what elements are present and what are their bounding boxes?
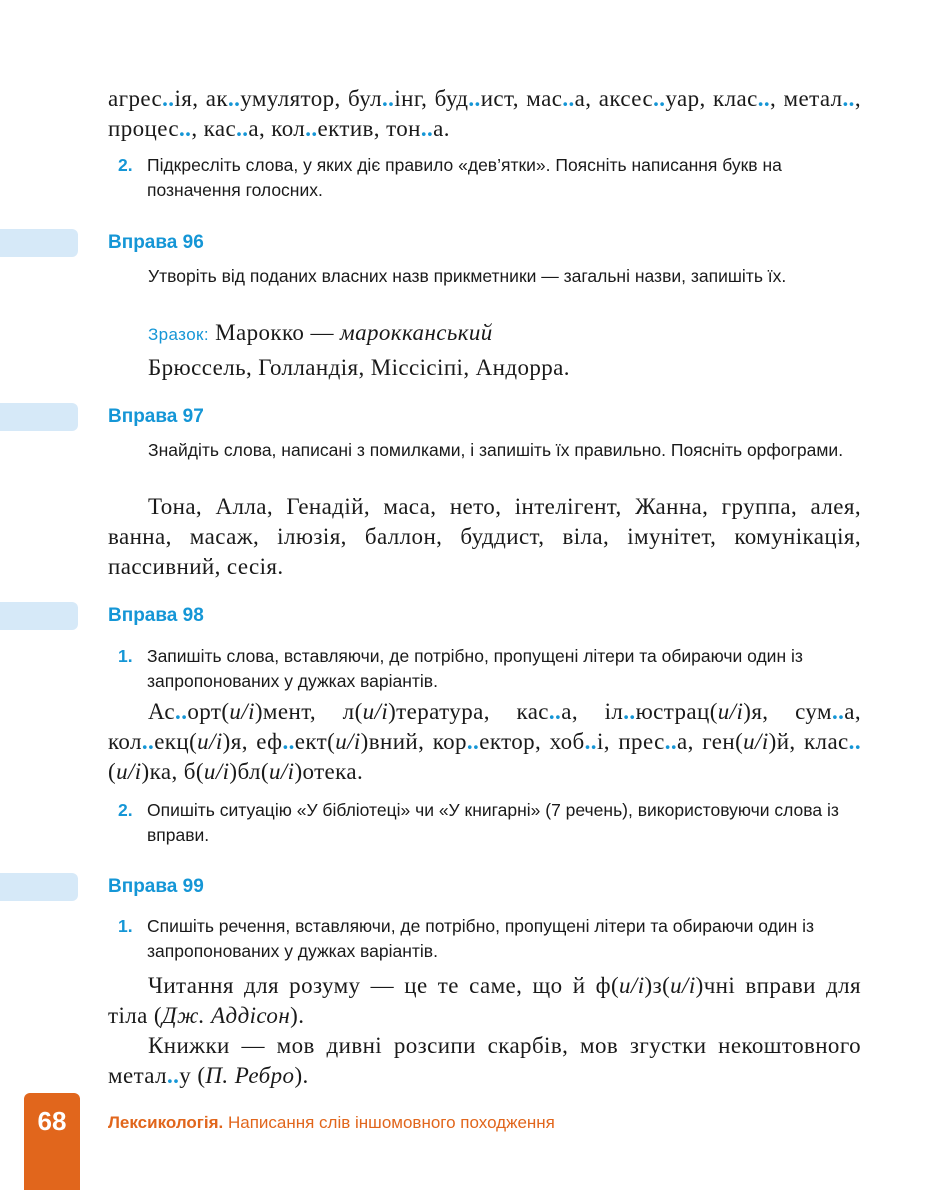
sample-word: Марокко xyxy=(215,320,305,345)
exercise-97-instruction: Знайдіть слова, написані з помилками, і запишіть їх правильно. Поясніть орфограми. xyxy=(148,440,844,460)
exercise-heading-99: Вправа 99 xyxy=(108,876,204,897)
exercise-96-sample xyxy=(108,318,901,350)
exercise-99-quote-2: Книжки — мов дивні розсипи скарбів, мов згустки некоштовного метал..у (П. Ребро). xyxy=(108,1033,861,1088)
exercise-heading-97: Вправа 97 xyxy=(108,406,204,427)
exercise-99-task-1 xyxy=(118,914,861,964)
exercise-96-instruction: Утворіть від поданих власних назв прикметники — загальні назви, запишіть їх. xyxy=(148,266,787,286)
exercise-99-quote-1: Читання для розуму — це те саме, що й ф(и/і)з(и/і)чні вправи для тіла (Дж. Аддісон). xyxy=(108,973,861,1028)
page-number: 68 xyxy=(37,1106,67,1136)
sample-dash: — xyxy=(310,320,334,345)
exercise-96-words: Брюссель, Голландія, Міссісіпі, Андорра. xyxy=(148,355,570,380)
task-text: Запишіть слова, вставляючи, де потрібно, пропущені літери та обираючи один із запропонованих у дужках варіантів. xyxy=(147,646,803,691)
task-text: Спишіть речення, вставляючи, де потрібно, пропущені літери та обираючи один із запропонованих у дужках варіантів. xyxy=(147,916,815,961)
task-number: 1. xyxy=(118,646,133,666)
exercise-marker-97 xyxy=(0,403,78,431)
footer-topic: Написання слів іншомовного походження xyxy=(227,1113,555,1132)
running-footer xyxy=(108,1113,555,1133)
task-text: Опишіть ситуацію «У бібліотеці» чи «У книгарні» (7 речень), використовуючи слова із вправи. xyxy=(147,800,839,845)
exercise-97-words: Тона, Алла, Генадій, маса, нето, інтелігент, Жанна, группа, алея, ванна, масаж, ілюзія, баллон, буддист, віла, імунітет, комунікація, пассивний, сесія. xyxy=(108,494,861,579)
word-list-top: агрес..ія, ак..умулятор, бул..інг, буд..ист, мас..а, аксес..уар, клас.., метал.., процес.., кас..а, кол..ектив, тон..а. xyxy=(108,86,861,141)
footer-section: Лексикологія. xyxy=(108,1113,224,1132)
exercise-heading-96: Вправа 96 xyxy=(108,232,204,253)
exercise-marker-98 xyxy=(0,602,78,630)
task-item-2-top xyxy=(118,153,861,203)
exercise-98-task-2 xyxy=(118,798,861,848)
task-number: 2. xyxy=(118,155,133,175)
sample-label: Зразок: xyxy=(148,325,210,344)
exercise-marker-99 xyxy=(0,873,78,901)
exercise-98-task-1 xyxy=(118,644,861,694)
sample-result: марокканський xyxy=(340,320,493,345)
exercise-98-words: Ас..орт(и/і)мент, л(и/і)тература, кас..а, іл..юстрац(и/і)я, сум..а, кол..екц(и/і)я, еф..ект(и/і)вний, кор..ектор, хоб..і, прес..а, ген(и/і)й, клас..(и/і)ка, б(и/і)бл(и/і)отека. xyxy=(108,699,862,784)
task-number: 2. xyxy=(118,800,133,820)
task-text: Підкресліть слова, у яких діє правило «дев’ятки». Поясніть написання букв на позначення голосних. xyxy=(147,155,782,200)
exercise-marker-96 xyxy=(0,229,78,257)
exercise-heading-98: Вправа 98 xyxy=(108,605,204,626)
task-number: 1. xyxy=(118,916,133,936)
